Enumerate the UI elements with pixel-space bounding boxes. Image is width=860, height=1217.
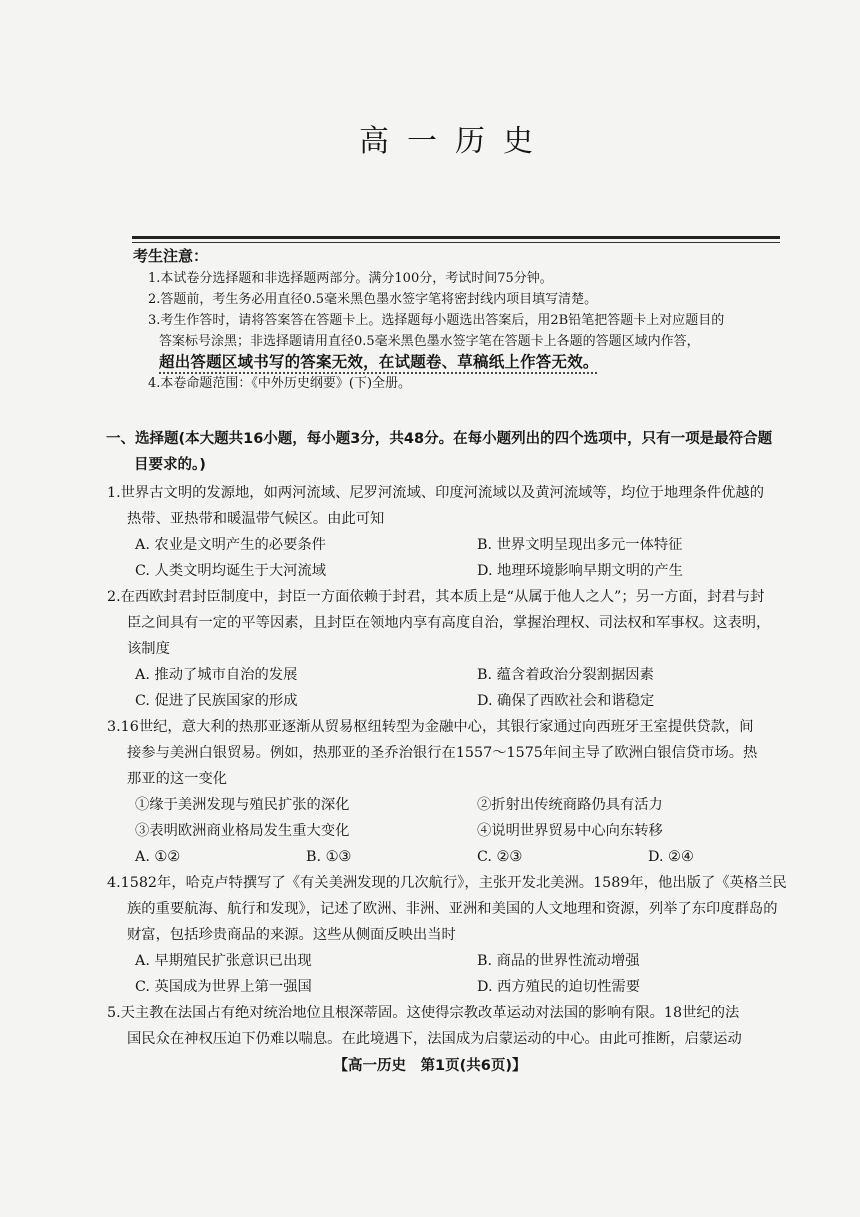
notice-heading: 考生注意： bbox=[133, 247, 209, 265]
notice-item-3-emphasis: 超出答题区域书写的答案无效，在试题卷、草稿纸上作答无效。 bbox=[159, 353, 599, 371]
header-rule-thick bbox=[132, 236, 780, 239]
option-b: B. ①③ bbox=[306, 849, 352, 865]
option-c: C. 英国成为世界上第一强国 bbox=[135, 979, 312, 995]
option-d: D. 确保了西欧社会和谐稳定 bbox=[477, 693, 655, 709]
option-c: C. 人类文明均诞生于大河流域 bbox=[135, 563, 327, 579]
header-rule-thin bbox=[132, 242, 780, 243]
question-2-options bbox=[107, 662, 787, 714]
question-1-options bbox=[107, 532, 787, 584]
exam-notice bbox=[133, 246, 783, 394]
question-5: 5.天主教在法国占有绝对统治地位且根深蒂固。这使得宗教改革运动对法国的影响有限。18世纪的法 国民众在神权压迫下仍难以喘息。在此境遇下，法国成为启蒙运动的中心。由此可推断，启蒙运动 bbox=[107, 1005, 742, 1047]
question-4: 4.1582年，哈克卢特撰写了《有关美洲发现的几次航行》，主张开发北美洲。1589年，他出版了《英格兰民 族的重要航海、航行和发现》，记述了欧洲、非洲、亚洲和美国的人文地理和资源，列举了东印度群岛的 财富，包括珍贵商品的来源。这些从侧面反映出当时 A. 早期殖民扩张意识已出现 B. 商品的世界性流动增强 C. 英国成为世界上第一强国 D. 西方殖民的迫切性需要 bbox=[107, 870, 787, 1000]
statement-1: ①缘于美洲发现与殖民扩张的深化 bbox=[135, 797, 350, 813]
question-2: 2.在西欧封君封臣制度中，封臣一方面依赖于封君，其本质上是“从属于他人之人”；另一方面，封君与封 臣之间具有一定的平等因素，且封臣在领地内享有高度自治，掌握治理权、司法权和军事权。这表明， 该制度 A. 推动了城市自治的发展 B. 蕴含着政治分裂割据因素 C. 促进了民族国家的形成 D. 确保了西欧社会和谐稳定 bbox=[107, 584, 787, 714]
section-heading: 一、选择题(本大题共16小题，每小题3分，共48分。在每小题列出的四个选项中，只有一项是最符合题 目要求的。) bbox=[106, 431, 773, 473]
question-3-options bbox=[107, 844, 787, 870]
option-b: B. 蕴含着政治分裂割据因素 bbox=[477, 667, 654, 683]
question-3: 3.16世纪，意大利的热那亚逐渐从贸易枢纽转型为金融中心，其银行家通过向西班牙王室提供贷款，间 接参与美洲白银贸易。例如，热那亚的圣乔治银行在1557～1575年间主导了欧洲白银信贷市场。热 那亚的这一变化 ①缘于美洲发现与殖民扩张的深化 ②折射出传统商路仍具有活力 ③表明欧洲商业格局发生重大变化 ④说明世界贸易中心向东转移 A. ①② B. ①③ C. ②③ D. ②④ bbox=[107, 714, 787, 870]
notice-item-4: 4.本卷命题范围：《中外历史纲要》(下)全册。 bbox=[148, 376, 412, 391]
option-a: A. ①② bbox=[135, 849, 181, 865]
question-list bbox=[107, 480, 787, 1052]
option-b: B. 世界文明呈现出多元一体特征 bbox=[477, 537, 683, 553]
option-b: B. 商品的世界性流动增强 bbox=[477, 953, 640, 969]
option-a: A. 农业是文明产生的必要条件 bbox=[135, 537, 326, 553]
question-3-statements bbox=[107, 792, 787, 844]
notice-item-1: 1.本试卷分选择题和非选择题两部分。满分100分，考试时间75分钟。 bbox=[148, 271, 553, 286]
option-d: D. 地理环境影响早期文明的产生 bbox=[477, 563, 683, 579]
option-d: D. ②④ bbox=[648, 849, 694, 865]
option-c: C. ②③ bbox=[477, 849, 523, 865]
option-a: A. 推动了城市自治的发展 bbox=[135, 667, 298, 683]
page-title: 高一历史 bbox=[359, 124, 551, 159]
notice-item-3: 3.考生作答时，请将答案答在答题卡上。选择题每小题选出答案后，用2B铅笔把答题卡上对应题目的 bbox=[148, 313, 725, 328]
option-a: A. 早期殖民扩张意识已出现 bbox=[135, 953, 312, 969]
question-1: 1.世界古文明的发源地，如两河流域、尼罗河流域、印度河流域以及黄河流域等，均位于地理条件优越的 热带、亚热带和暖温带气候区。由此可知 A. 农业是文明产生的必要条件 B. 世界文明呈现出多元一体特征 C. 人类文明均诞生于大河流域 D. 地理环境影响早期文明的产生 bbox=[107, 480, 787, 584]
option-d: D. 西方殖民的迫切性需要 bbox=[477, 979, 641, 995]
option-c: C. 促进了民族国家的形成 bbox=[135, 693, 298, 709]
notice-item-3-cont: 答案标号涂黑；非选择题请用直径0.5毫米黑色墨水签字笔在答题卡上各题的答题区域内作答， bbox=[159, 334, 700, 349]
notice-item-2: 2.答题前，考生务必用直径0.5毫米黑色墨水签字笔将密封线内项目填写清楚。 bbox=[148, 292, 598, 307]
statement-3: ③表明欧洲商业格局发生重大变化 bbox=[135, 823, 350, 839]
question-4-options bbox=[107, 948, 787, 1000]
statement-4: ④说明世界贸易中心向东转移 bbox=[477, 823, 663, 839]
page-footer: 【高一历史 第1页(共6页)】 bbox=[333, 1058, 527, 1074]
statement-2: ②折射出传统商路仍具有活力 bbox=[477, 797, 663, 813]
